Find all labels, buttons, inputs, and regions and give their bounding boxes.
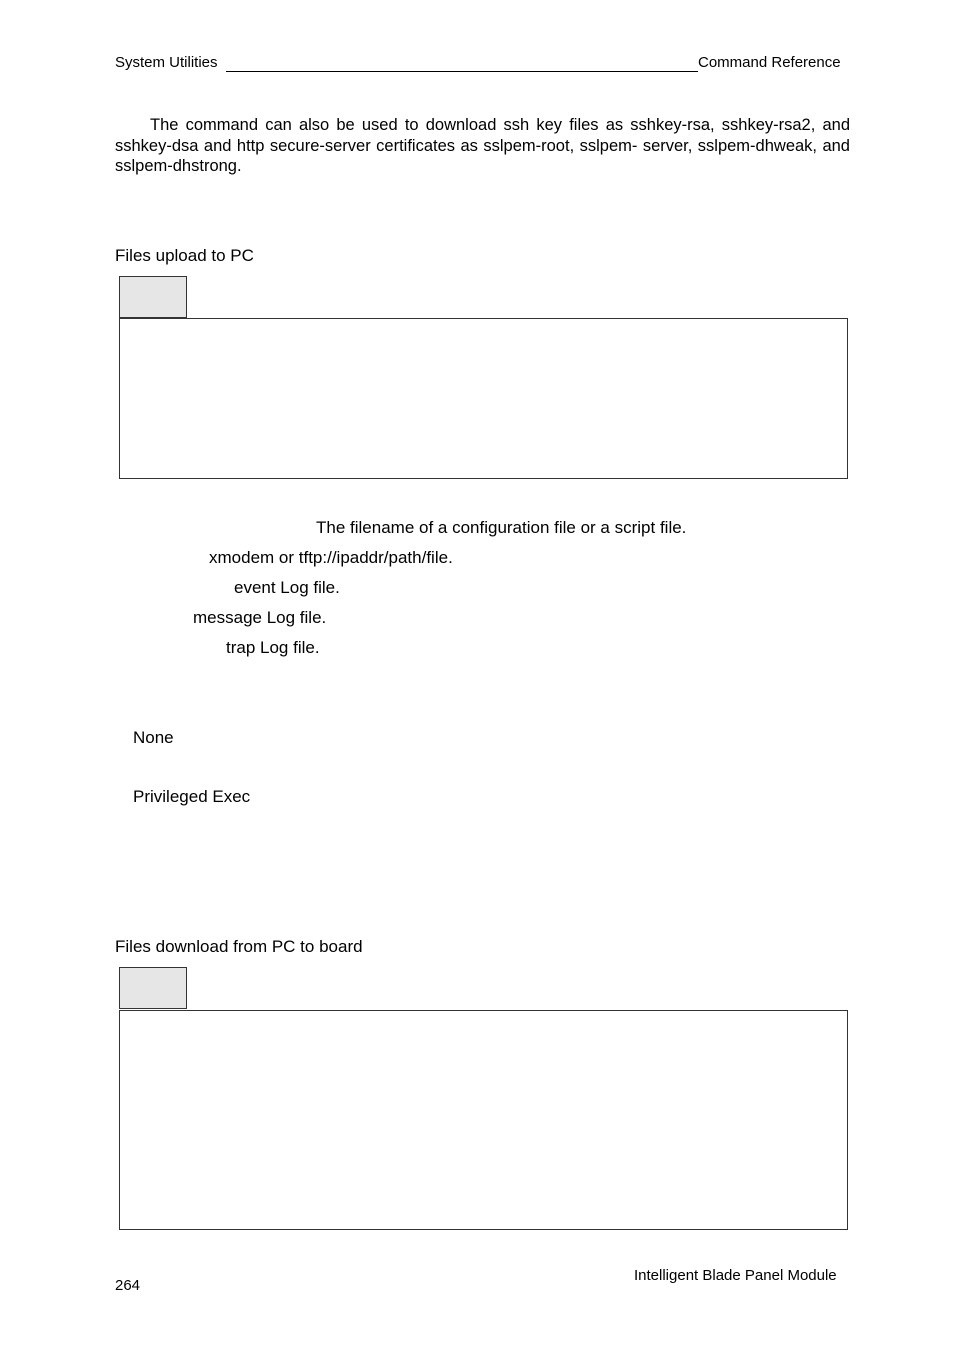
upload-format-tab [119, 276, 187, 318]
download-format-tab [119, 967, 187, 1009]
footer-product: Intelligent Blade Panel Module [634, 1267, 837, 1284]
param-destination: xmodem or tftp://ipaddr/path/file. [209, 548, 453, 567]
page-number: 264 [115, 1277, 141, 1294]
command-mode: Privileged Exec [133, 787, 251, 806]
param-message-log: message Log file. [193, 608, 327, 627]
header-right: Command Reference [698, 54, 841, 71]
param-event-log: event Log file. [234, 578, 340, 597]
header-left: System Utilities [115, 54, 218, 71]
param-config-file: The filename of a configuration file or a script file. [316, 518, 687, 537]
download-format-box [119, 1010, 848, 1230]
intro-paragraph: The command can also be used to download ssh key files as sshkey-rsa, sshkey-rsa2, and sshkey-dsa and http secure-server certificates as sslpem-root, sslpem- server, sslpem-dhweak, and sslpem-dhstrong. [115, 116, 850, 175]
upload-section-title: Files upload to PC [115, 246, 254, 265]
download-section-title: Files download from PC to board [115, 937, 363, 956]
upload-format-box [119, 318, 848, 479]
default-value: None [133, 728, 174, 747]
header-rule [226, 71, 698, 72]
param-trap-log: trap Log file. [226, 638, 320, 657]
